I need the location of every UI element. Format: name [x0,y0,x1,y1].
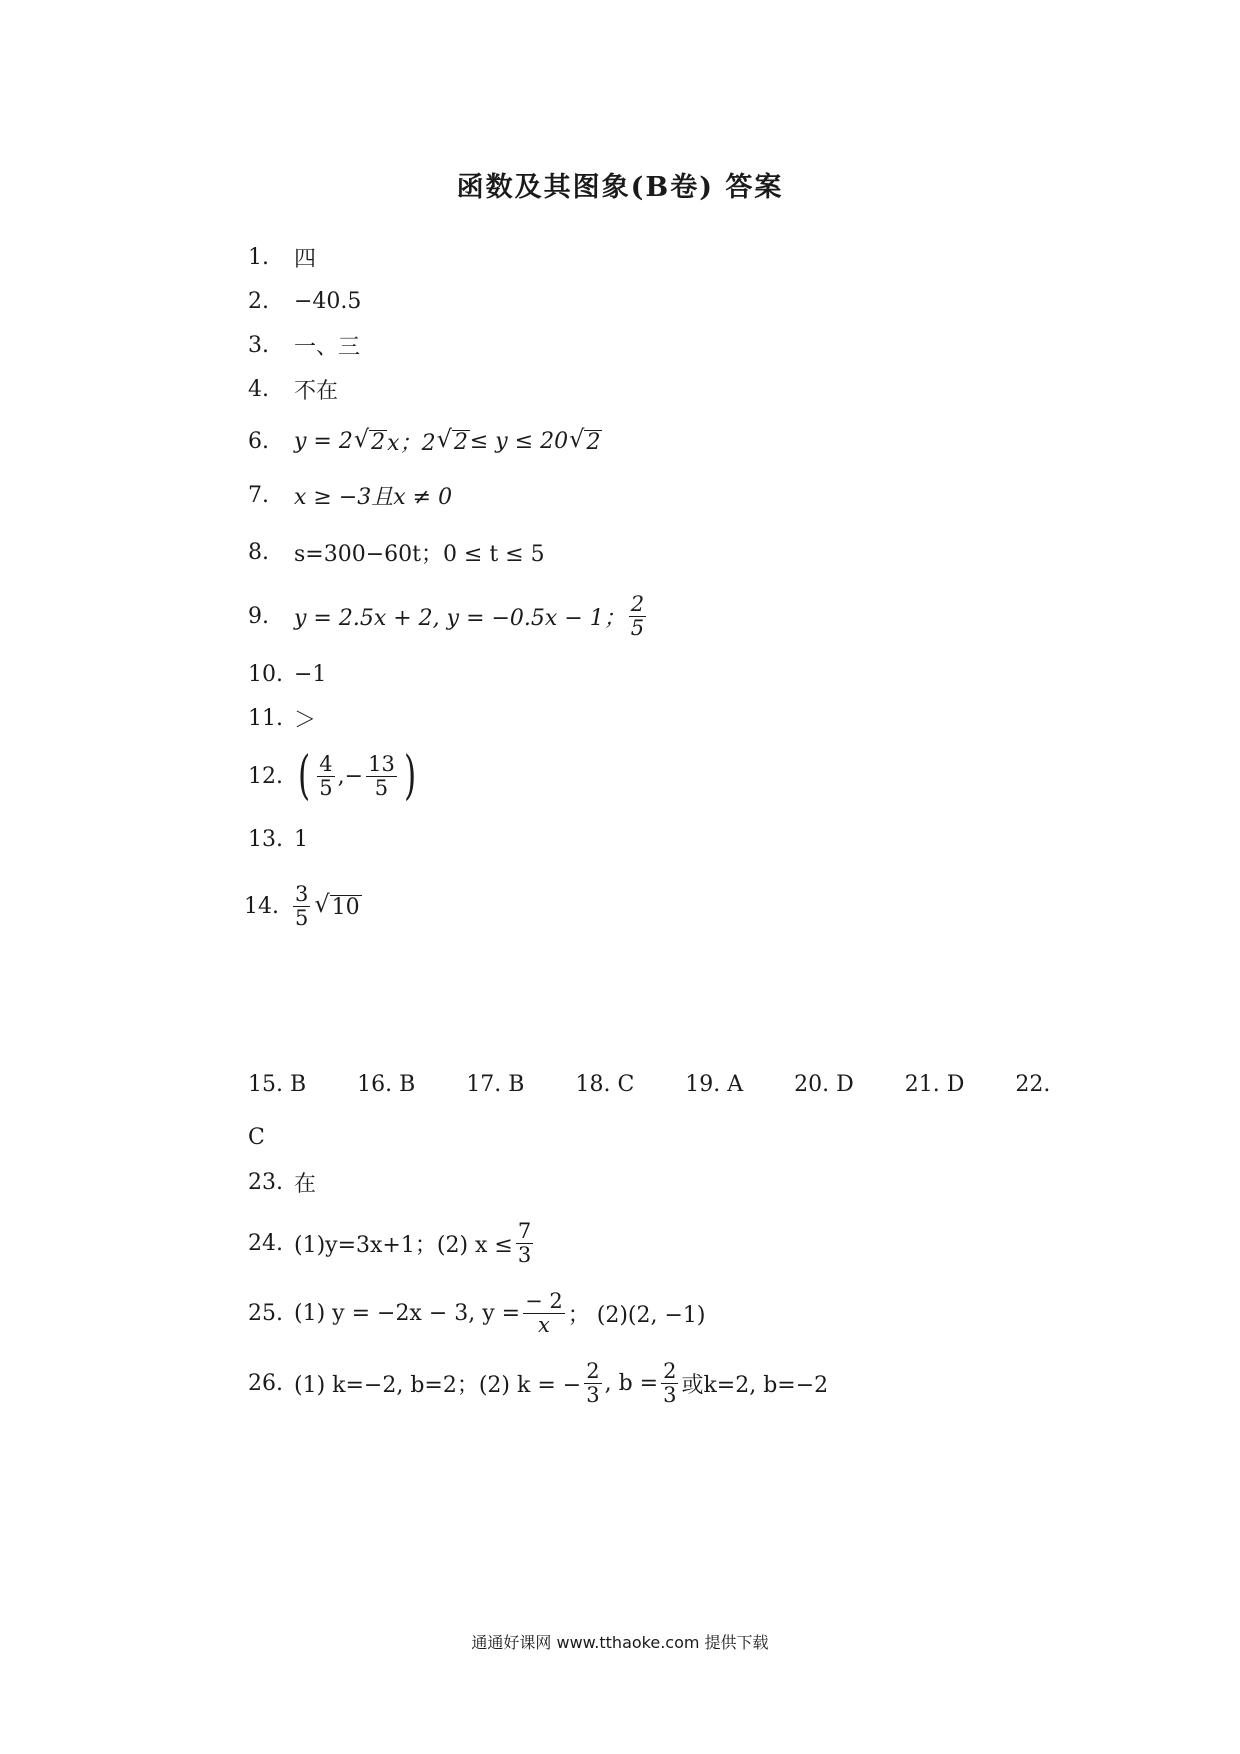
answer-text: −1 [294,661,327,687]
radicand: 2 [586,429,601,455]
fraction [661,1360,678,1405]
answer-text: 四 [294,246,317,272]
mc-answer: 22. [1015,1072,1051,1097]
answer-text: ＞ [294,707,317,733]
formula-part: (1) y = −2x − 3, y = [294,1300,521,1326]
formula-part: 或k=2, b=−2 [681,1372,829,1398]
answer-text: −40.5 [294,288,362,314]
answer-7 [248,478,452,512]
answer-formula [294,1360,828,1405]
answer-number: 25. [248,1300,283,1326]
numerator: 2 [663,1359,677,1384]
numerator: 3 [295,882,309,907]
answer-number: 13. [248,826,283,852]
right-paren: ) [403,746,417,806]
answer-number: 1. [248,244,269,270]
left-paren: ( [298,746,311,806]
answer-12 [248,748,420,804]
radicand: 2 [453,429,468,455]
answer-formula [294,1290,706,1335]
mc-answer: 21. D [904,1072,965,1097]
formula-part: (1)y=3x+1；(2) x ≤ [294,1232,513,1258]
denominator: 3 [586,1382,600,1407]
answer-number: 11. [248,705,283,731]
answer-number: 3. [248,332,269,358]
formula-part: x；2 [387,430,436,456]
answer-8 [248,535,545,569]
denominator: 5 [319,775,333,800]
answer-11 [248,701,316,735]
sqrt: √ 2 [353,424,386,455]
denominator: 3 [663,1382,677,1407]
answer-formula [294,426,602,457]
answer-1 [248,240,316,274]
answer-14 [244,878,362,934]
denominator: 5 [374,775,389,800]
answer-13 [248,822,308,856]
answer-text: C [248,1124,265,1150]
answer-9 [248,593,649,639]
mc-answer: 18. C [575,1072,635,1097]
multiple-choice-answers [248,1072,1050,1097]
denominator: x [538,1312,550,1337]
mc-answer-22-tail [248,1120,265,1154]
page-title: 函数及其图象(B卷) 答案 [456,172,784,203]
mc-answer: 17. B [466,1072,525,1097]
answer-text: 在 [294,1171,317,1197]
answer-number: 2. [248,288,269,314]
answer-6 [248,424,602,458]
answer-number: 10. [248,661,283,687]
mc-answer: 16. B [357,1072,416,1097]
formula-part: , b = [604,1370,659,1396]
fraction [366,753,397,798]
sqrt: √ 2 [569,424,601,455]
sqrt: √ 2 [436,424,468,455]
formula-part: y = 2 [294,428,353,454]
answer-number: 26. [248,1370,283,1396]
numerator: 7 [517,1219,532,1244]
denominator: 5 [630,615,645,640]
fraction [629,593,646,638]
answer-3 [248,328,360,362]
answer-24 [248,1220,536,1266]
answer-text: 一、三 [294,334,361,360]
answer-formula [294,1220,536,1265]
numerator: 2 [586,1359,600,1384]
answer-4 [248,372,338,406]
formula-part: ≤ y ≤ 20 [469,428,569,454]
mc-answer: 19. A [685,1072,744,1097]
sqrt: √ 10 [314,889,360,920]
mc-answer: 15. B [248,1072,307,1097]
numerator: 2 [630,592,645,617]
answer-number: 14. [244,893,279,919]
answer-number: 12. [248,763,283,789]
denominator: 3 [517,1242,532,1267]
answer-formula [294,746,420,806]
answer-number: 6. [248,428,269,454]
fraction [523,1290,565,1335]
answer-formula: s=300−60t；0 ≤ t ≤ 5 [294,541,545,567]
answer-23 [248,1165,316,1199]
answer-2 [248,284,361,318]
answer-number: 7. [248,482,269,508]
answer-formula: x ≥ −3且x ≠ 0 [294,484,453,510]
separator: ,− [337,763,364,789]
answer-number: 4. [248,376,269,402]
formula-part: y = 2.5x + 2, y = −0.5x − 1； [294,605,626,631]
denominator: 5 [295,905,309,930]
answer-text: 不在 [294,378,339,404]
footer: 通通好课网 www.tthaoke.com 提供下载 [471,1633,769,1652]
numerator: − 2 [525,1289,563,1314]
answer-number: 9. [248,603,269,629]
radicand: 10 [331,894,360,920]
fraction [293,883,310,928]
mc-answer: 20. D [794,1072,854,1097]
numerator: 4 [319,752,333,777]
radicand: 2 [371,429,386,455]
fraction [317,753,334,798]
fraction [516,1220,533,1265]
answer-formula [290,883,362,928]
answer-number: 23. [248,1169,283,1195]
answer-10 [248,657,326,691]
answer-formula [294,593,649,638]
numerator: 13 [368,752,395,777]
formula-part: (1) k=−2, b=2；(2) k = − [294,1372,582,1398]
fraction [584,1360,601,1405]
answer-25 [248,1290,706,1336]
formula-part: ； (2)(2, −1) [567,1302,706,1328]
answer-number: 24. [248,1230,283,1256]
answer-number: 8. [248,539,269,565]
answer-text: 1 [294,826,308,852]
answer-26 [248,1360,828,1406]
